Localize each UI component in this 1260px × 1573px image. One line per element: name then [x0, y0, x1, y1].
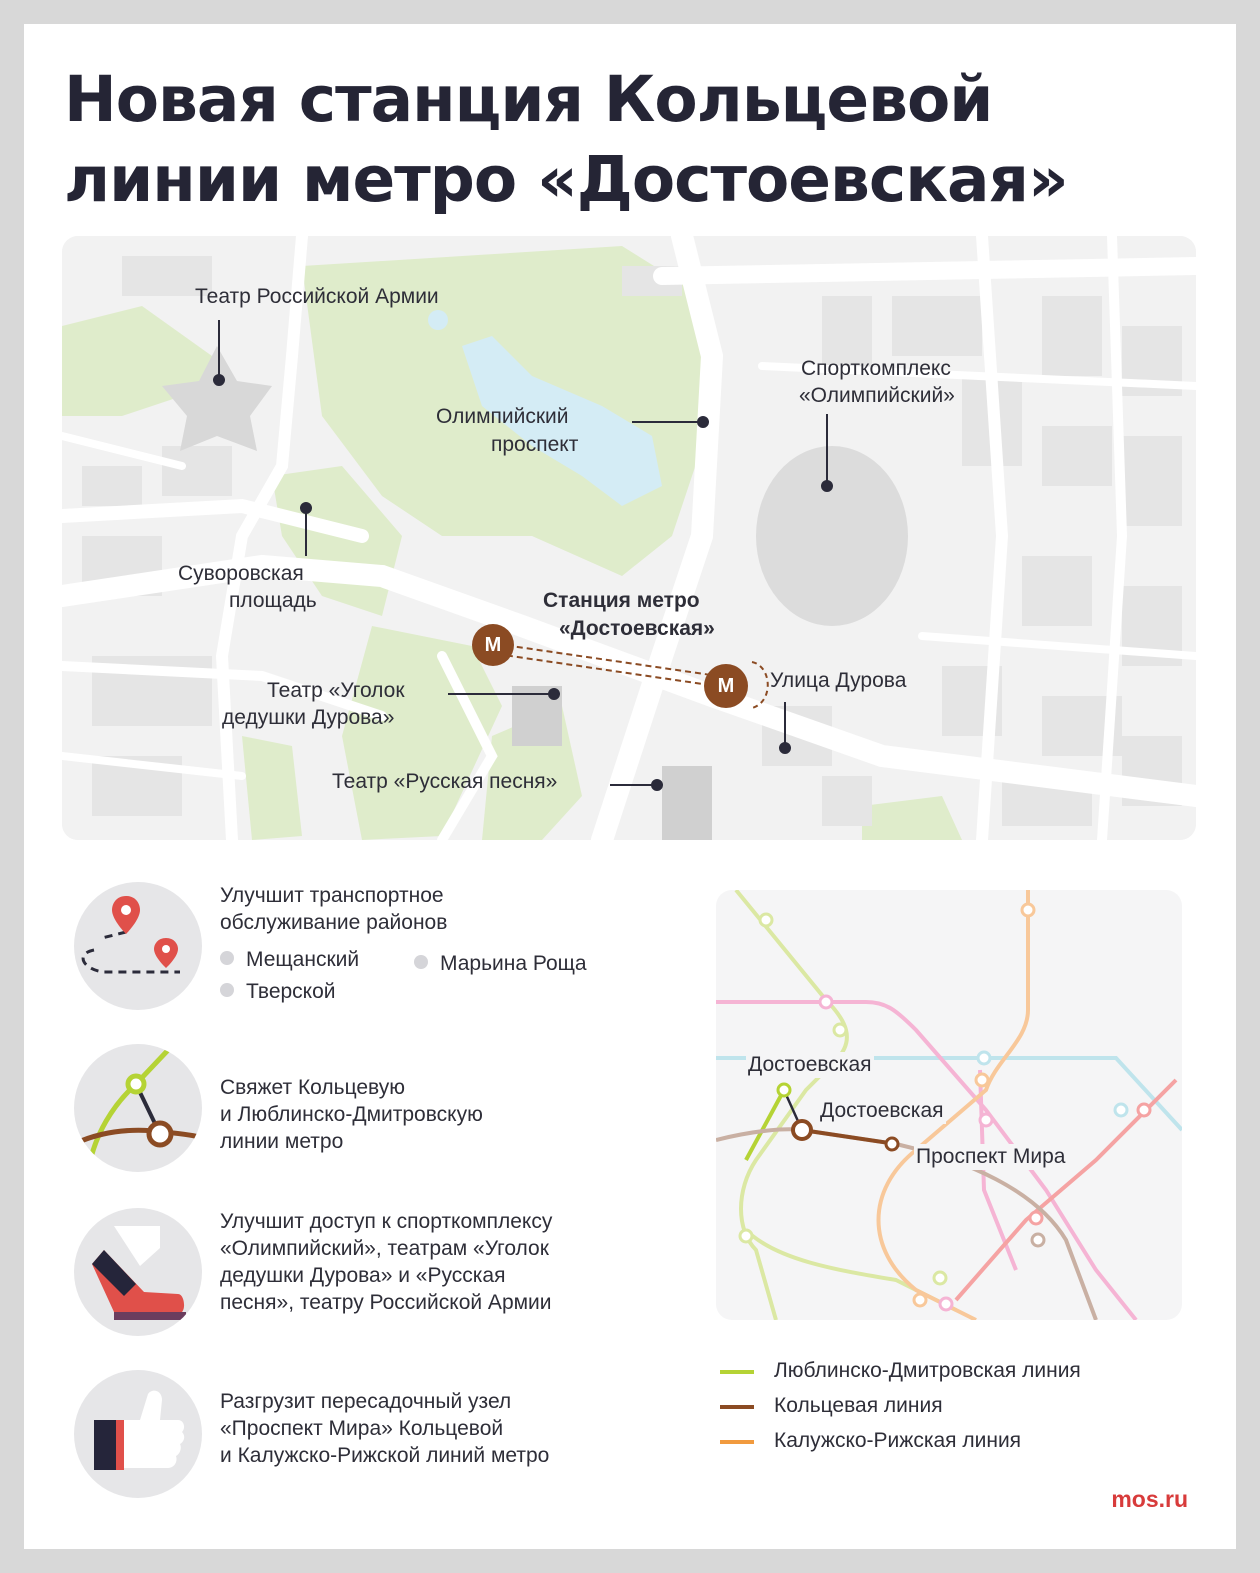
feature-line: Свяжет Кольцевую — [220, 1076, 406, 1099]
feature-line: Улучшит транспортное — [220, 884, 444, 907]
district-meshchansky — [220, 946, 359, 973]
feature-text — [220, 1074, 483, 1155]
title-line-1: Новая станция Кольцевой — [64, 63, 993, 136]
label-suvorov-2: площадь — [229, 589, 317, 612]
line-transfer-icon — [74, 1044, 202, 1172]
feature-line: «Проспект Мира» Кольцевой — [220, 1417, 504, 1440]
feature-line: обслуживание районов — [220, 911, 448, 934]
metro-marker-new — [704, 664, 748, 708]
feature-line: линии метро — [220, 1130, 344, 1153]
label-theatre-army: Театр Российской Армии — [195, 285, 439, 308]
route-pins-icon — [74, 882, 202, 1010]
area-map — [62, 236, 1196, 840]
label-station-2: «Достоевская» — [559, 617, 715, 640]
label-russian-song: Театр «Русская песня» — [332, 770, 558, 793]
district-label: Тверской — [246, 980, 336, 1003]
scheme-label-dostoevskaya-ld: Достоевская — [748, 1053, 872, 1076]
label-durov-theatre-2: дедушки Дурова» — [222, 706, 395, 729]
scheme-label-prospekt-mira: Проспект Мира — [916, 1145, 1066, 1168]
legend-label: Калужско-Рижская линия — [774, 1429, 1022, 1452]
district-label: Марьина Роща — [440, 952, 587, 975]
district-label: Мещанский — [246, 948, 360, 971]
legend-swatch — [720, 1440, 754, 1444]
feature-unload-hub — [74, 1370, 714, 1500]
feature-transport — [74, 882, 714, 1012]
feature-line: «Олимпийский», театрам «Уголок — [220, 1237, 549, 1260]
metro-scheme — [716, 890, 1182, 1320]
scheme-label-dostoevskaya-ring: Достоевская — [820, 1099, 944, 1122]
legend-label: Люблинско-Дмитровская линия — [774, 1359, 1081, 1382]
metro-icon: М — [484, 634, 502, 656]
bullet-dot — [220, 951, 234, 965]
map-background — [62, 236, 1196, 840]
thumbs-up-icon — [74, 1370, 202, 1498]
feature-line: Улучшит доступ к спорткомплексу — [220, 1210, 553, 1233]
bullet-dot — [414, 955, 428, 969]
feature-access — [74, 1208, 714, 1338]
label-sport-complex-1: Спорткомплекс — [801, 357, 951, 380]
label-sport-complex-2: «Олимпийский» — [799, 384, 955, 407]
sneaker-icon — [74, 1208, 202, 1336]
metro-icon: М — [717, 675, 735, 697]
title-line-2: линии метро «Достоевская» — [64, 143, 1068, 216]
label-durov-theatre-1: Театр «Уголок — [267, 679, 405, 702]
district-marina-roshcha — [414, 950, 587, 977]
feature-line: Разгрузит пересадочный узел — [220, 1390, 512, 1413]
metro-marker-existing — [472, 624, 514, 666]
mos-ru-logo[interactable]: mos.ru — [1111, 1486, 1188, 1512]
feature-text — [220, 882, 447, 936]
district-tverskoy — [220, 978, 336, 1005]
feature-line: и Люблинско-Дмитровскую — [220, 1103, 483, 1126]
feature-line: дедушки Дурова» и «Русская — [220, 1264, 506, 1287]
label-olympic-prospect-2: проспект — [491, 433, 579, 456]
label-suvorov-1: Суворовская — [178, 562, 304, 585]
label-durova-street: Улица Дурова — [770, 669, 907, 692]
feature-line: и Калужско-Рижской линий метро — [220, 1444, 550, 1467]
metro-scheme-lines — [716, 890, 1182, 1320]
legend-swatch — [720, 1370, 754, 1374]
feature-text — [220, 1388, 549, 1469]
feature-line: песня», театру Российской Армии — [220, 1291, 552, 1314]
label-station-1: Станция метро — [543, 589, 700, 612]
label-olympic-prospect-1: Олимпийский — [436, 405, 569, 428]
page-title — [64, 60, 1194, 220]
infographic-card — [24, 24, 1236, 1549]
feature-text — [220, 1208, 552, 1316]
legend-label: Кольцевая линия — [774, 1394, 943, 1417]
bullet-dot — [220, 983, 234, 997]
legend-swatch — [720, 1405, 754, 1409]
feature-lines-link — [74, 1044, 714, 1174]
